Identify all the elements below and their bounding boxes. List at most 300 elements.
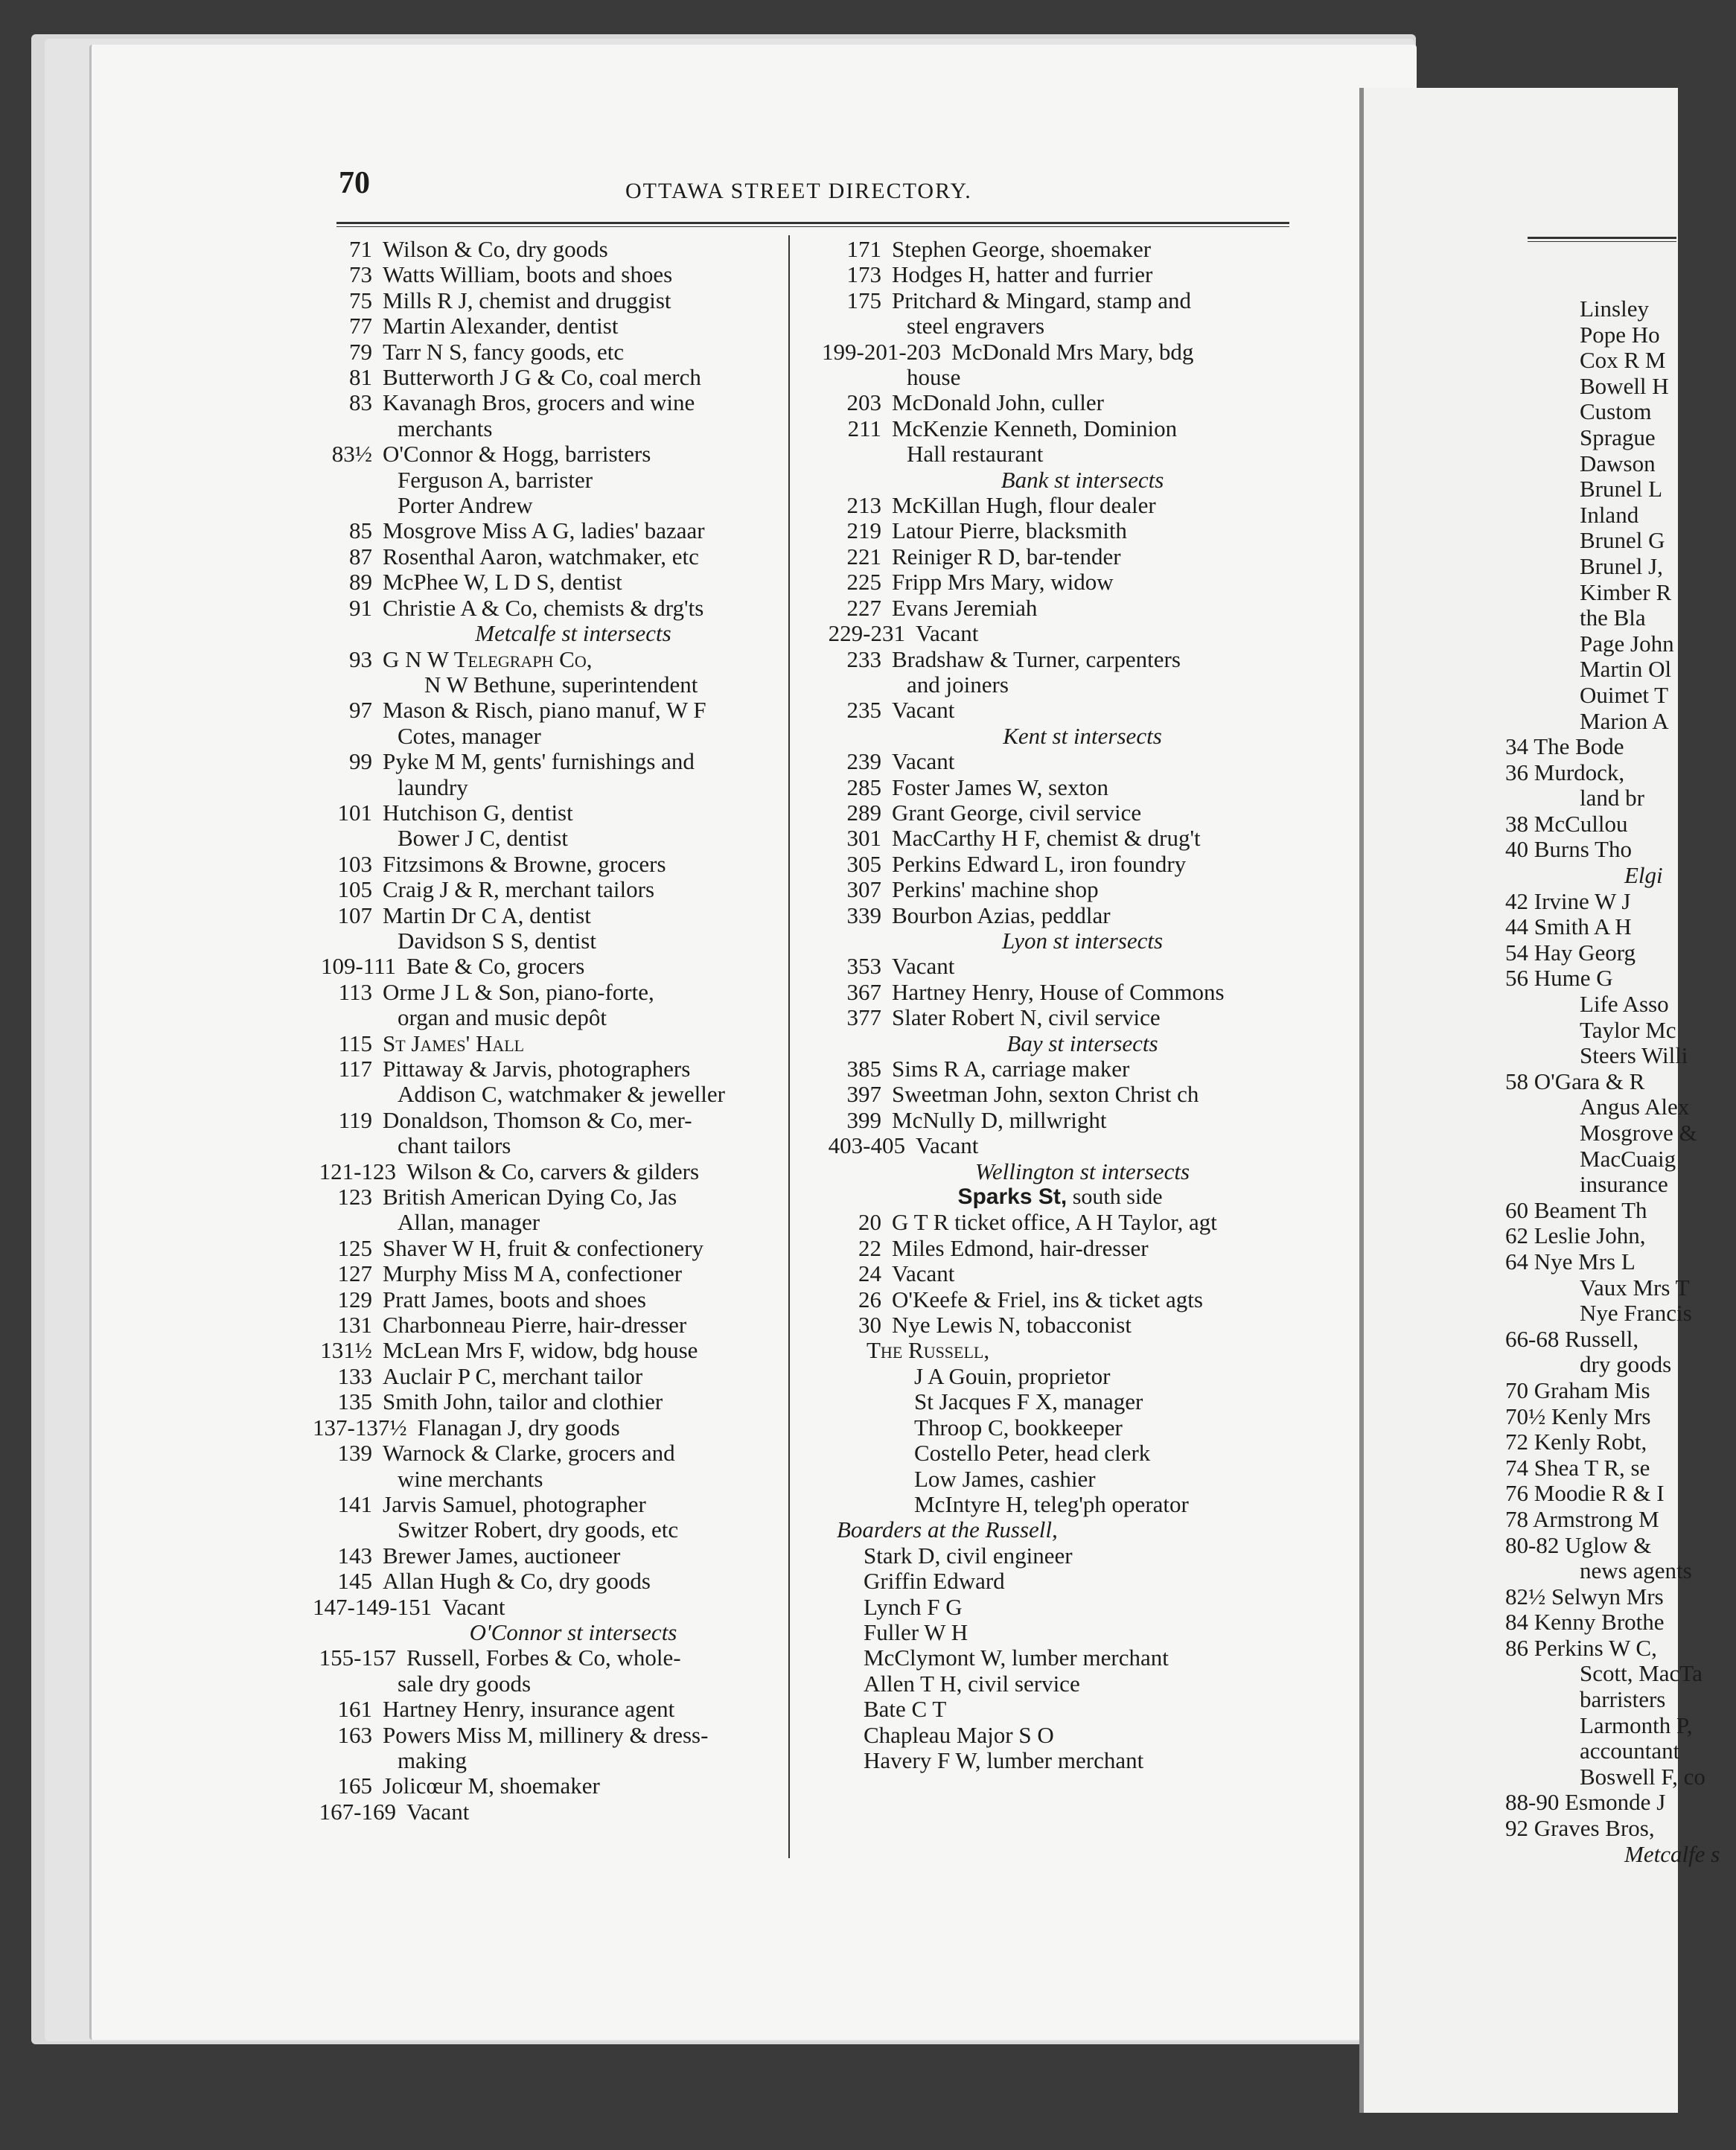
street-number: 221: [846, 543, 881, 570]
occupant-text: Smith John, tailor and clothier: [383, 1388, 663, 1415]
street-number: 339: [846, 902, 881, 928]
directory-entry: [313, 1492, 789, 1517]
street-number: 163: [337, 1721, 372, 1748]
entry-continuation: merchants: [398, 415, 493, 441]
intersection-heading: Wellington st intersects: [974, 1158, 1190, 1184]
entry-continuation: laundry: [398, 773, 468, 800]
occupant-text: Perkins Edward L, iron foundry: [892, 850, 1187, 877]
occupant-text: Bate & Co, grocers: [406, 953, 585, 980]
facing-page-line: Marion A: [1580, 707, 1669, 734]
entry-continuation: Porter Andrew: [398, 492, 533, 519]
facing-page-line: the Bla: [1580, 605, 1646, 631]
directory-entry: [822, 1133, 1298, 1158]
hotel-staff-entry: McIntyre H, teleg'ph operator: [914, 1490, 1189, 1517]
directory-entry: [313, 1056, 789, 1082]
facing-page-right: [1359, 88, 1720, 2113]
occupant-text: Jolicœur M, shoemaker: [383, 1773, 600, 1799]
facing-page-line: Brunel G: [1580, 527, 1665, 554]
occupant-text: Vacant: [406, 1798, 470, 1825]
directory-entry: [313, 1697, 789, 1722]
directory-entry: [313, 1645, 789, 1671]
occupant-text: Auclair P C, merchant tailor: [383, 1362, 643, 1389]
directory-entry: [313, 1543, 789, 1569]
facing-page-line: 70 Graham Mis: [1505, 1377, 1650, 1403]
directory-entry: [313, 1773, 789, 1799]
street-number: 289: [846, 799, 881, 826]
directory-entry: [822, 339, 1298, 365]
directory-entry: [822, 1210, 1298, 1235]
street-number: 129: [337, 1286, 372, 1312]
street-number: 219: [846, 517, 881, 544]
occupant-text: Miles Edmond, hair-dresser: [892, 1234, 1149, 1261]
street-number: 24: [858, 1260, 881, 1287]
occupant-text: Hartney Henry, House of Commons: [892, 978, 1225, 1005]
directory-entry: [313, 1595, 789, 1620]
directory-entry: [313, 800, 789, 826]
street-number: 233: [846, 645, 881, 672]
occupant-text: Bradshaw & Turner, carpenters: [892, 645, 1181, 672]
occupant-text: Hartney Henry, insurance agent: [383, 1696, 675, 1723]
street-number: 307: [846, 876, 881, 903]
facing-page-line: accountant: [1580, 1738, 1680, 1764]
street-number: 137-137½: [313, 1414, 407, 1441]
street-number: 105: [337, 876, 372, 903]
occupant-text: G N W Telegraph Co,: [383, 645, 593, 672]
facing-page-line: 70½ Kenly Mrs: [1505, 1403, 1651, 1429]
street-number: 81: [349, 364, 372, 391]
facing-page-line: Brunel J,: [1580, 552, 1663, 579]
facing-page-line: Sprague: [1580, 424, 1656, 450]
facing-page-line: Cox R M: [1580, 347, 1666, 374]
directory-entry: [822, 1236, 1298, 1261]
occupant-text: Sweetman John, sexton Christ ch: [892, 1081, 1199, 1108]
occupant-text: McLean Mrs F, widow, bdg house: [383, 1337, 698, 1364]
facing-page-line: Nye Francis: [1580, 1300, 1692, 1327]
directory-entry: [313, 365, 789, 390]
street-number: 103: [337, 850, 372, 877]
directory-entry: [822, 749, 1298, 774]
street-number: 135: [337, 1388, 372, 1415]
street-number: 141: [337, 1490, 372, 1517]
directory-entry: [313, 596, 789, 621]
street-number: 161: [337, 1696, 372, 1723]
boarder-entry: Chapleau Major S O: [864, 1721, 1054, 1748]
street-number: 167-169: [319, 1798, 396, 1825]
street-number: 117: [338, 1056, 372, 1082]
facing-page-line: 76 Moodie R & I: [1505, 1480, 1665, 1507]
directory-entry: [822, 980, 1298, 1005]
directory-entry: [313, 313, 789, 339]
entry-continuation: steel engravers: [907, 313, 1045, 339]
hotel-staff-entry: Low James, cashier: [914, 1465, 1096, 1492]
occupant-text: Shaver W H, fruit & confectionery: [383, 1234, 704, 1261]
street-number: 121-123: [319, 1158, 396, 1184]
directory-entry: [822, 493, 1298, 518]
occupant-text: McDonald Mrs Mary, bdg: [951, 338, 1194, 365]
facing-page-line: 40 Burns Tho: [1505, 836, 1632, 863]
street-number: 99: [349, 748, 372, 775]
occupant-text: Rosenthal Aaron, watchmaker, etc: [383, 543, 699, 570]
intersection-heading: Bank st intersects: [1001, 466, 1164, 493]
occupant-text: Russell, Forbes & Co, whole-: [406, 1645, 681, 1671]
directory-entry: [822, 1082, 1298, 1107]
intersection-heading: O'Connor st intersects: [469, 1618, 677, 1645]
street-number: 131: [337, 1312, 372, 1339]
facing-page-line: 36 Murdock,: [1505, 759, 1625, 785]
directory-entry: [313, 1415, 789, 1441]
occupant-text: Martin Dr C A, dentist: [383, 902, 591, 928]
occupant-text: St James' Hall: [383, 1030, 525, 1056]
facing-page-line: Steers Willi: [1580, 1042, 1688, 1069]
right-column-partial: [1364, 296, 1736, 1867]
directory-entry: [822, 647, 1298, 672]
occupant-text: Flanagan J, dry goods: [417, 1414, 620, 1441]
facing-page-line: 74 Shea T R, se: [1505, 1454, 1650, 1481]
facing-page-line: 44 Smith A H: [1505, 913, 1632, 940]
hotel-staff-entry: Throop C, bookkeeper: [914, 1414, 1123, 1441]
facing-page-line: 86 Perkins W C,: [1505, 1634, 1657, 1661]
facing-page-line: Martin Ol: [1580, 656, 1672, 683]
entry-continuation: N W Bethune, superintendent: [424, 671, 698, 698]
intersection-heading: Bay st intersects: [1006, 1030, 1158, 1056]
boarder-entry: McClymont W, lumber merchant: [864, 1645, 1169, 1671]
directory-entry: [822, 621, 1298, 646]
street-number: 227: [846, 594, 881, 621]
street-number: 143: [337, 1542, 372, 1569]
occupant-text: Latour Pierre, blacksmith: [892, 517, 1127, 544]
occupant-text: Butterworth J G & Co, coal merch: [383, 364, 701, 391]
street-number: 89: [349, 569, 372, 596]
facing-page-line: Larmonth P,: [1580, 1712, 1693, 1738]
hotel-staff-entry: St Jacques F X, manager: [914, 1388, 1143, 1415]
occupant-text: Hutchison G, dentist: [383, 799, 573, 826]
occupant-text: Vacant: [892, 1260, 955, 1287]
street-number: 83½: [331, 441, 372, 468]
directory-entry: [313, 1108, 789, 1133]
directory-entry: [313, 288, 789, 313]
occupant-text: Warnock & Clarke, grocers and: [383, 1440, 675, 1467]
street-side: south side: [1067, 1184, 1163, 1210]
street-number: 97: [349, 697, 372, 724]
directory-entry: [313, 390, 789, 415]
street-number: 123: [337, 1184, 372, 1210]
street-number: 73: [349, 261, 372, 288]
directory-entry: [313, 903, 789, 928]
facing-page-line: land br: [1580, 785, 1644, 811]
street-number: 285: [846, 773, 881, 800]
street-number: 113: [338, 978, 372, 1005]
boarder-entry: Griffin Edward: [864, 1568, 1005, 1595]
street-number: 203: [846, 389, 881, 416]
occupant-text: Wilson & Co, carvers & gilders: [406, 1158, 700, 1184]
facing-page-line: 54 Hay Georg: [1505, 939, 1636, 966]
facing-header-rule: [1528, 237, 1676, 242]
occupant-text: MacCarthy H F, chemist & drug't: [892, 825, 1201, 852]
occupant-text: Pratt James, boots and shoes: [383, 1286, 646, 1312]
street-number: 133: [337, 1362, 372, 1389]
directory-entry: [313, 852, 789, 877]
facing-page-line: 72 Kenly Robt,: [1505, 1429, 1647, 1455]
directory-entry: [313, 1236, 789, 1261]
entry-continuation: organ and music depôt: [398, 1004, 607, 1031]
occupant-text: Murphy Miss M A, confectioner: [383, 1260, 683, 1287]
occupant-text: Grant George, civil service: [892, 799, 1142, 826]
street-number: 101: [337, 799, 372, 826]
entry-continuation: Ferguson A, barrister: [398, 466, 593, 493]
directory-entry: [313, 954, 789, 979]
occupant-text: Allan Hugh & Co, dry goods: [383, 1568, 651, 1595]
directory-entry: [313, 1031, 789, 1056]
directory-entry: [822, 954, 1298, 979]
directory-entry: [313, 1799, 789, 1825]
directory-entry: [313, 1287, 789, 1312]
occupant-text: Pyke M M, gents' furnishings and: [383, 748, 695, 775]
street-number: 26: [858, 1286, 881, 1312]
boarder-entry: Allen T H, civil service: [864, 1670, 1080, 1697]
hotel-name: The Russell,: [867, 1337, 990, 1364]
occupant-text: McKillan Hugh, flour dealer: [892, 492, 1156, 519]
directory-entry: [822, 390, 1298, 415]
facing-page-line: Boswell F, co: [1580, 1763, 1705, 1790]
occupant-text: Hodges H, hatter and furrier: [892, 261, 1153, 288]
directory-entry: [822, 570, 1298, 595]
facing-page-line: Metcalfe s: [1624, 1840, 1720, 1867]
facing-page-line: 34 The Bode: [1505, 733, 1624, 760]
occupant-text: Stephen George, shoemaker: [892, 236, 1152, 262]
street-number: 225: [846, 569, 881, 596]
directory-entry: [822, 544, 1298, 570]
facing-page-line: Custom: [1580, 398, 1652, 425]
directory-entry: [822, 698, 1298, 723]
facing-page-line: 80-82 Uglow &: [1505, 1531, 1652, 1558]
directory-entry: [822, 1261, 1298, 1286]
entry-continuation: making: [398, 1747, 467, 1773]
directory-entry: [313, 1389, 789, 1414]
directory-entry: [313, 262, 789, 287]
occupant-text: Orme J L & Son, piano-forte,: [383, 978, 654, 1005]
facing-page-line: 42 Irvine W J: [1505, 887, 1631, 914]
facing-page-line: Linsley: [1580, 296, 1649, 322]
entry-continuation: sale dry goods: [398, 1670, 532, 1697]
facing-page-line: insurance: [1580, 1171, 1668, 1198]
directory-entry: [313, 1569, 789, 1594]
intersection-heading: Metcalfe st intersects: [475, 620, 671, 647]
directory-entry: [313, 237, 789, 262]
occupant-text: Tarr N S, fancy goods, etc: [383, 338, 625, 365]
facing-page-line: 58 O'Gara & R: [1505, 1068, 1645, 1094]
facing-page-line: Kimber R: [1580, 578, 1672, 605]
street-number: 397: [846, 1081, 881, 1108]
directory-entry: [822, 262, 1298, 287]
entry-continuation: Hall restaurant: [907, 441, 1044, 468]
entry-continuation: house: [907, 364, 961, 391]
middle-column: [822, 237, 1298, 1773]
directory-entry: [822, 826, 1298, 851]
occupant-text: O'Keefe & Friel, ins & ticket agts: [892, 1286, 1203, 1312]
boarder-entry: Lynch F G: [864, 1593, 963, 1620]
hotel-staff-entry: Costello Peter, head clerk: [914, 1440, 1151, 1467]
boarder-entry: Bate C T: [864, 1696, 947, 1723]
street-number: 353: [846, 953, 881, 980]
facing-page-line: Bowell H: [1580, 372, 1669, 399]
occupant-text: Pittaway & Jarvis, photographers: [383, 1056, 691, 1082]
header-rule: [336, 222, 1289, 227]
directory-entry: [313, 1441, 789, 1466]
occupant-text: Vacant: [892, 748, 955, 775]
entry-continuation: chant tailors: [398, 1132, 511, 1159]
facing-page-line: 64 Nye Mrs L: [1505, 1248, 1636, 1275]
occupant-text: Donaldson, Thomson & Co, mer-: [383, 1106, 692, 1133]
directory-entry: [822, 1005, 1298, 1030]
facing-page-line: Inland: [1580, 501, 1639, 528]
directory-entry: [313, 1312, 789, 1338]
facing-page-line: 60 Beament Th: [1505, 1196, 1647, 1223]
street-number: 305: [846, 850, 881, 877]
occupant-text: McDonald John, culler: [892, 389, 1104, 416]
occupant-text: Craig J & R, merchant tailors: [383, 876, 655, 903]
directory-entry: [313, 1184, 789, 1210]
occupant-text: Vacant: [442, 1593, 505, 1620]
street-number: 239: [846, 748, 881, 775]
street-number: 235: [846, 697, 881, 724]
occupant-text: Vacant: [916, 1132, 979, 1159]
facing-page-line: 66-68 Russell,: [1505, 1325, 1639, 1352]
occupant-text: Mills R J, chemist and druggist: [383, 287, 671, 313]
boarder-entry: Fuller W H: [864, 1618, 968, 1645]
directory-entry: [313, 1338, 789, 1363]
occupant-text: Reiniger R D, bar-tender: [892, 543, 1121, 570]
boarders-heading: Boarders at the Russell,: [837, 1516, 1058, 1543]
occupant-text: British American Dying Co, Jas: [383, 1184, 677, 1210]
occupant-text: Wilson & Co, dry goods: [383, 236, 608, 262]
directory-entry: [313, 1723, 789, 1748]
facing-page-line: 92 Graves Bros,: [1505, 1815, 1655, 1842]
street-number: 229-231: [828, 620, 905, 647]
entry-continuation: Davidson S S, dentist: [398, 927, 596, 954]
street-number: 22: [858, 1234, 881, 1261]
street-number: 199-201-203: [822, 338, 942, 365]
street-number: 175: [846, 287, 881, 313]
occupant-text: McKenzie Kenneth, Dominion: [892, 415, 1178, 441]
facing-page-line: 84 Kenny Brothe: [1505, 1609, 1665, 1636]
facing-page-line: 78 Armstrong M: [1505, 1505, 1659, 1532]
occupant-text: Watts William, boots and shoes: [383, 261, 673, 288]
occupant-text: Christie A & Co, chemists & drg'ts: [383, 594, 704, 621]
directory-entry: [822, 903, 1298, 928]
street-number: 30: [858, 1312, 881, 1339]
entry-continuation: Switzer Robert, dry goods, etc: [398, 1516, 679, 1543]
occupant-text: McNully D, millwright: [892, 1106, 1107, 1133]
street-number: 79: [349, 338, 372, 365]
running-head: OTTAWA STREET DIRECTORY.: [625, 179, 972, 203]
directory-entry: [822, 877, 1298, 902]
directory-entry: [313, 518, 789, 543]
street-number: 301: [846, 825, 881, 852]
boarder-entry: Stark D, civil engineer: [864, 1542, 1073, 1569]
directory-entry: [313, 339, 789, 365]
occupant-text: Kavanagh Bros, grocers and wine: [383, 389, 695, 416]
directory-entry: [822, 1108, 1298, 1133]
street-number: 107: [337, 902, 372, 928]
directory-entry: [313, 570, 789, 595]
directory-entry: [313, 1364, 789, 1389]
facing-page-line: 62 Leslie John,: [1505, 1222, 1646, 1249]
intersection-heading: Kent st intersects: [1003, 722, 1162, 749]
street-number: 125: [337, 1234, 372, 1261]
occupant-text: G T R ticket office, A H Taylor, agt: [892, 1209, 1217, 1236]
directory-entry: [822, 852, 1298, 877]
occupant-text: Vacant: [916, 620, 979, 647]
street-number: 85: [349, 517, 372, 544]
street-number: 93: [349, 645, 372, 672]
directory-entry: [822, 1056, 1298, 1082]
street-number: 147-149-151: [313, 1593, 433, 1620]
street-number: 127: [337, 1260, 372, 1287]
street-number: 87: [349, 543, 372, 570]
occupant-text: Slater Robert N, civil service: [892, 1004, 1161, 1031]
street-number: 109-111: [320, 953, 396, 980]
street-number: 377: [846, 1004, 881, 1031]
facing-page-line: 56 Hume G: [1505, 965, 1613, 992]
entry-continuation: Bower J C, dentist: [398, 825, 569, 852]
intersection-heading: Lyon st intersects: [1001, 927, 1164, 954]
facing-page-line: Taylor Mc: [1580, 1016, 1676, 1043]
street-number: 399: [846, 1106, 881, 1133]
facing-page-line: Page John: [1580, 630, 1674, 657]
facing-page-line: 88-90 Esmonde J: [1505, 1789, 1666, 1816]
street-number: 211: [847, 415, 881, 441]
street-number: 119: [338, 1106, 372, 1133]
left-column: [313, 237, 789, 1825]
street-number: 385: [846, 1056, 881, 1082]
street-number: 165: [337, 1773, 372, 1799]
occupant-text: Sims R A, carriage maker: [892, 1056, 1130, 1082]
occupant-text: Fripp Mrs Mary, widow: [892, 569, 1114, 596]
facing-page-line: Dawson: [1580, 450, 1656, 476]
facing-page-line: Angus Alex: [1580, 1094, 1690, 1120]
entry-continuation: Allan, manager: [398, 1209, 540, 1236]
street-heading: [822, 1184, 1298, 1210]
facing-page-line: Life Asso: [1580, 991, 1669, 1018]
directory-entry: [313, 877, 789, 902]
street-number: 213: [846, 492, 881, 519]
occupant-text: Perkins' machine shop: [892, 876, 1099, 903]
street-number: 71: [349, 236, 372, 262]
street-number: 403-405: [828, 1132, 905, 1159]
directory-entry: [822, 800, 1298, 826]
directory-entry: [822, 1312, 1298, 1338]
directory-entry: [313, 1159, 789, 1184]
directory-entry: [822, 518, 1298, 543]
occupant-text: Pritchard & Mingard, stamp and: [892, 287, 1192, 313]
street-name: Sparks St,: [957, 1184, 1068, 1210]
directory-entry: [822, 416, 1298, 441]
page-number: 70: [339, 166, 370, 200]
directory-entry: [313, 980, 789, 1005]
boarder-entry: Havery F W, lumber merchant: [864, 1747, 1144, 1773]
facing-page-line: Ouimet T: [1580, 681, 1669, 708]
facing-page-line: Scott, MacTa: [1580, 1660, 1703, 1687]
occupant-text: O'Connor & Hogg, barristers: [383, 441, 651, 468]
facing-page-line: Brunel L: [1580, 476, 1663, 503]
street-number: 77: [349, 313, 372, 339]
street-number: 173: [846, 261, 881, 288]
directory-entry: [822, 237, 1298, 262]
facing-page-line: Pope Ho: [1580, 321, 1660, 348]
street-number: 139: [337, 1440, 372, 1467]
occupant-text: Brewer James, auctioneer: [383, 1542, 621, 1569]
facing-page-line: news agents: [1580, 1557, 1692, 1584]
